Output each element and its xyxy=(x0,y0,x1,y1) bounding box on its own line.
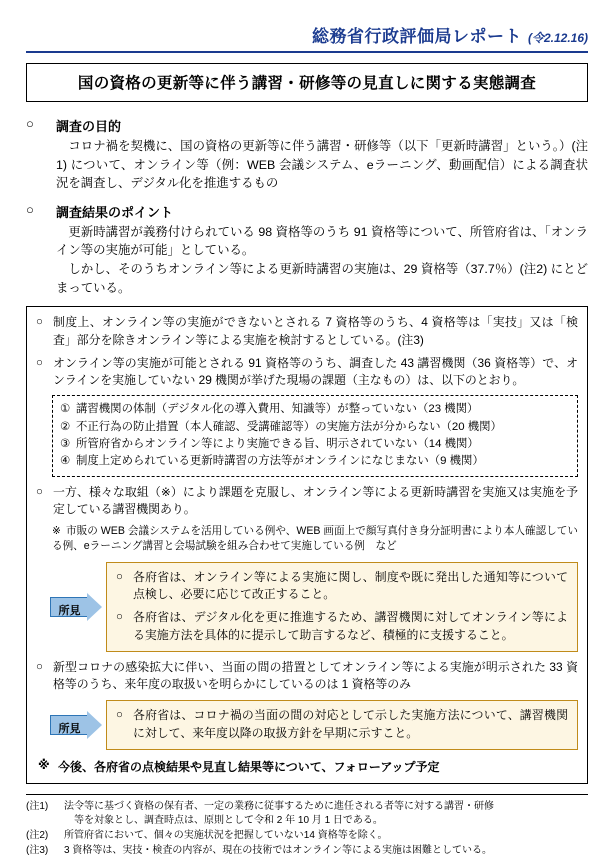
frame-note-text: 市販の WEB 会議システムを活用している例や、WEB 画面上で顔写真付き身分証明書により本人確認している例、eラーニング講習と会場試験を組み合わせて実施している例 など xyxy=(52,525,578,553)
issue-text-3: 所管府省からオンライン等により実施できる旨、明示されていない（14 機関） xyxy=(76,437,479,450)
section-purpose-label: 調査の目的 xyxy=(56,119,122,134)
finding-block-2 xyxy=(50,700,578,750)
finding-item xyxy=(116,609,568,644)
frame-item-2 xyxy=(36,355,578,390)
issue-item xyxy=(60,436,570,453)
circle-marker-icon: ○ xyxy=(26,201,34,217)
circle-marker-icon: ○ xyxy=(116,570,123,583)
issue-item xyxy=(60,453,570,470)
section-findings-label: 調査結果のポイント xyxy=(56,204,174,220)
frame-item-3 xyxy=(36,484,578,519)
finding-tag-label-2: 所見 xyxy=(50,715,88,735)
issue-text-4: 制度上定められている更新時講習の方法等がオンラインになじまない（9 機関） xyxy=(76,455,484,468)
followup-line xyxy=(38,758,578,775)
finding-tag-1 xyxy=(50,562,106,652)
issue-item xyxy=(60,419,570,436)
section-findings-body-1: 更新時講習が義務付けられている 98 資格等のうち 91 資格等について、所管府省は、「オンライン等の実施が可能」としている。 xyxy=(56,224,588,258)
frame-item-2-text: オンライン等の実施が可能とされる 91 資格等のうち、調査した 43 講習機関（36 資格等）で、オンラインを実施していない 29 機関が挙げた現場の課題（主なもの）は、以下のとおり。 xyxy=(53,355,578,388)
footnote-2-text: 所管府省において、個々の実施状況を把握していない14 資格等を除く。 xyxy=(64,830,388,842)
circle-marker-icon: ○ xyxy=(116,709,123,722)
section-purpose-body: コロナ禍を契機に、国の資格の更新等に伴う講習・研修等（以下「更新時講習」という。）(注1) について、オンライン等（例：WEB 会議システム、eラーニング、動画配信）による調査状況を調査し、デジタル化を推進するもの xyxy=(56,139,588,191)
issue-number-2: ② xyxy=(60,420,71,433)
header-title: 総務省行政評価局レポート xyxy=(311,27,522,46)
asterisk-marker-icon: ※ xyxy=(52,525,61,538)
section-findings-head xyxy=(26,202,588,221)
followup-text: 今後、各府省の点検結果や見直し結果等について、フォローアップ予定 xyxy=(58,759,440,774)
page-title: 国の資格の更新等に伴う講習・研修等の見直しに関する実態調査 xyxy=(77,75,537,92)
footnote-2-label: (注2) xyxy=(26,830,49,842)
issues-dashed-box xyxy=(52,395,578,476)
report-header xyxy=(26,22,588,53)
footnote-1-line1: 法令等に基づく資格の保有者、一定の業務に従事するために進任される者等に対する講習・研修 xyxy=(64,800,494,812)
footnote-1-line2: 等を対象とし、調査時点は、原則として令和 2 年 10 月 1 日である。 xyxy=(74,814,383,826)
frame-note xyxy=(52,524,578,555)
frame-item-3-text: 一方、様々な取組（※）により課題を克服し、オンライン等による更新時講習を実施又は実施を予定している講習機関あり。 xyxy=(53,484,578,516)
finding-tag-label-1: 所見 xyxy=(50,597,88,617)
circle-marker-icon: ○ xyxy=(116,611,123,624)
details-frame xyxy=(26,306,588,784)
section-findings-body-2: しかし、そのうちオンライン等による更新時講習の実施は、29 資格等（37.7％）(注2) にとどまっている。 xyxy=(56,262,588,295)
finding-1-text-1: 各府省は、オンライン等による実施に関し、制度や既に発出した通知等について点検し、必要に応じて改正すること。 xyxy=(133,569,568,602)
frame-item-4-text: 新型コロナの感染拡大に伴い、当面の間の措置としてオンライン等による実施が明示された 33 資格等のうち、来年度の取扱いを明らかにしているのは 1 資格等のみ xyxy=(53,659,578,692)
finding-block-1 xyxy=(50,562,578,652)
header-date: (令2.12.16) xyxy=(527,31,588,45)
circle-marker-icon: ○ xyxy=(36,660,43,673)
frame-item-1-text: 制度上、オンライン等の実施ができないとされる 7 資格等のうち、4 資格等は「実技」又は「検査」部分を除きオンライン等による実施を検討するとしている。(注3) xyxy=(53,315,578,347)
arrow-right-icon xyxy=(87,711,102,739)
arrow-right-icon xyxy=(87,593,102,621)
circle-marker-icon: ○ xyxy=(36,485,43,498)
footnote-1-label: (注1) xyxy=(26,800,49,812)
finding-2-text-1: 各府省は、コロナ禍の当面の間の対応として示した実施方法について、講習機関に対して、来年度以降の取扱方針を早期に示すこと。 xyxy=(133,708,568,740)
finding-tag-2 xyxy=(50,700,106,750)
issue-text-2: 不正行為の防止措置（本人確認、受講確認等）の実施方法が分からない（20 機関） xyxy=(76,420,502,433)
footnote-3 xyxy=(26,844,588,858)
issue-text-1: 講習機関の体制（デジタル化の導入費用、知識等）が整っていない（23 機関） xyxy=(76,403,479,416)
section-purpose-head xyxy=(26,116,588,135)
issue-number-3: ③ xyxy=(60,437,71,450)
footnotes xyxy=(26,794,588,859)
finding-item xyxy=(116,569,568,604)
footnote-1-text xyxy=(64,800,588,828)
issue-number-4: ④ xyxy=(60,455,71,468)
finding-box-2 xyxy=(106,700,578,750)
section-findings xyxy=(26,202,588,297)
footnote-1 xyxy=(26,800,588,828)
circle-marker-icon: ○ xyxy=(36,356,43,369)
finding-1-text-2: 各府省は、デジタル化を更に推進するため、講習機関に対してオンライン等による実施方法を具体的に提示して助言するなど、積極的に支援すること。 xyxy=(133,610,568,642)
issue-number-1: ① xyxy=(60,403,71,416)
footnote-2 xyxy=(26,829,588,843)
issue-item xyxy=(60,401,570,418)
finding-item xyxy=(116,707,568,742)
main-title-box xyxy=(26,63,588,102)
frame-item-1 xyxy=(36,314,578,349)
circle-marker-icon: ○ xyxy=(26,116,34,131)
section-purpose xyxy=(26,116,588,193)
asterisk-marker-icon: ※ xyxy=(38,757,50,772)
footnote-3-text: 3 資格等は、実技・検査の内容が、現在の技術ではオンライン等による実施は困難としている。 xyxy=(64,845,493,857)
finding-box-1 xyxy=(106,562,578,652)
circle-marker-icon: ○ xyxy=(36,316,43,329)
frame-item-4 xyxy=(36,659,578,694)
footnote-3-label: (注3) xyxy=(26,845,49,857)
